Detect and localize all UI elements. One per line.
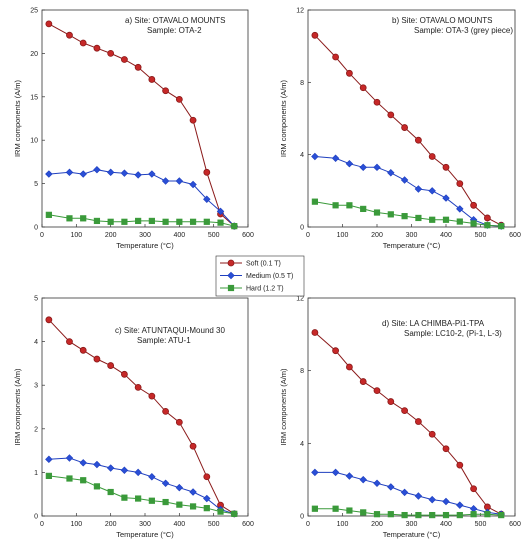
y-tick-label: 5 [34, 181, 38, 189]
data-point [46, 317, 52, 323]
y-axis-label: IRM components (A/m) [279, 368, 288, 446]
y-tick-label: 4 [34, 339, 38, 347]
x-tick-label: 0 [306, 521, 310, 528]
data-point [135, 64, 141, 70]
x-tick-label: 500 [474, 232, 487, 239]
data-point [135, 172, 142, 179]
data-point [415, 186, 422, 193]
data-point [149, 171, 156, 178]
data-point [360, 164, 367, 171]
data-point [347, 508, 353, 514]
y-tick-label: 12 [296, 295, 304, 303]
panel-annotation-site: c) Site: ATUNTAQUI-Mound 30 [115, 326, 225, 335]
y-tick-label: 3 [34, 382, 38, 390]
y-tick-label: 0 [34, 513, 38, 521]
x-tick-label: 400 [173, 521, 186, 528]
data-point [333, 348, 339, 354]
data-point [312, 469, 319, 476]
data-point [457, 219, 463, 225]
data-point [443, 512, 449, 518]
data-point [360, 379, 366, 385]
x-tick-label: 600 [509, 521, 521, 528]
data-point [122, 219, 128, 225]
x-tick-label: 400 [440, 521, 452, 528]
data-point [231, 223, 237, 229]
data-point [177, 502, 183, 508]
data-point [80, 171, 87, 178]
data-point [162, 480, 169, 487]
data-point [204, 219, 210, 225]
x-tick-label: 300 [405, 521, 418, 528]
data-point [135, 496, 141, 502]
series-line [315, 35, 501, 225]
x-tick-label: 500 [474, 521, 487, 528]
data-point [360, 85, 366, 91]
panel-annotation-site: d) Site: LA CHIMBA-Pi1-TPA [382, 319, 485, 328]
data-point [312, 330, 318, 336]
y-tick-label: 0 [300, 513, 304, 521]
data-point [332, 469, 339, 476]
data-point [121, 56, 127, 62]
data-point [312, 506, 318, 512]
data-point [498, 512, 504, 518]
data-point [176, 178, 183, 185]
y-tick-label: 0 [300, 224, 304, 232]
data-point [46, 171, 53, 178]
data-point [80, 40, 86, 46]
data-point [135, 218, 141, 224]
data-point [388, 112, 394, 118]
y-tick-label: 10 [30, 137, 38, 145]
panel-annotation-sample: Sample: OTA-2 [147, 26, 202, 35]
data-point [333, 54, 339, 60]
x-tick-label: 500 [207, 232, 220, 239]
series-2 [312, 469, 505, 517]
plot-frame [42, 10, 248, 227]
data-point [443, 217, 449, 223]
data-point [498, 223, 504, 229]
data-point [360, 476, 367, 483]
data-point [149, 76, 155, 82]
data-point [429, 431, 435, 437]
data-point [388, 511, 394, 517]
data-point [46, 456, 53, 463]
data-point [415, 137, 421, 143]
x-axis-label: Temperature (°C) [382, 241, 441, 250]
data-point [429, 153, 435, 159]
data-point [457, 512, 463, 518]
data-point [402, 512, 408, 518]
data-point [457, 502, 464, 509]
data-point [443, 498, 450, 505]
data-point [107, 169, 114, 176]
data-point [485, 511, 491, 517]
y-tick-label: 20 [30, 50, 38, 58]
y-tick-label: 4 [300, 440, 304, 448]
data-point [374, 210, 380, 216]
data-point [312, 153, 319, 160]
data-point [471, 202, 477, 208]
panel-annotation-sample: Sample: ATU-1 [137, 336, 191, 345]
y-tick-label: 0 [34, 224, 38, 232]
data-point [66, 455, 73, 462]
data-point [163, 408, 169, 414]
data-point [94, 484, 100, 490]
data-point [66, 169, 73, 176]
series-2 [312, 153, 505, 229]
data-point [94, 45, 100, 51]
data-point [190, 504, 196, 510]
x-tick-label: 100 [336, 232, 349, 239]
series-line [49, 24, 234, 226]
data-point [121, 467, 128, 474]
x-tick-label: 600 [509, 232, 521, 239]
data-point [374, 388, 380, 394]
data-point [374, 480, 381, 487]
y-tick-label: 4 [300, 152, 304, 160]
x-tick-label: 400 [440, 232, 452, 239]
data-point [135, 384, 141, 390]
data-point [149, 393, 155, 399]
data-point [94, 461, 101, 468]
data-point [122, 495, 128, 501]
y-tick-label: 1 [34, 469, 38, 477]
legend [216, 256, 304, 296]
data-point [163, 219, 169, 225]
data-point [402, 213, 408, 219]
data-point [176, 484, 183, 491]
x-tick-label: 300 [139, 521, 151, 528]
data-point [429, 188, 436, 195]
x-tick-label: 200 [371, 521, 383, 528]
data-point [163, 499, 169, 505]
data-point [121, 170, 128, 177]
data-point [46, 21, 52, 27]
data-point [80, 347, 86, 353]
panel-annotation-sample: Sample: LC10-2, (Pi-1, L-3) [404, 329, 502, 338]
y-tick-label: 12 [296, 7, 304, 15]
data-point [204, 474, 210, 480]
data-point [346, 70, 352, 76]
y-axis-label: IRM components (A/m) [279, 79, 288, 158]
data-point [107, 465, 114, 472]
data-point [190, 443, 196, 449]
x-tick-label: 200 [104, 521, 117, 528]
series-1 [312, 330, 504, 518]
data-point [108, 219, 114, 225]
data-point [312, 32, 318, 38]
data-point [80, 460, 87, 467]
data-point [108, 50, 114, 56]
data-point [162, 178, 169, 185]
legend-marker [228, 260, 234, 266]
data-point [66, 32, 72, 38]
data-point [231, 511, 237, 517]
data-point [429, 217, 435, 223]
x-tick-label: 100 [70, 521, 83, 528]
data-point [443, 446, 449, 452]
data-point [416, 215, 422, 221]
y-tick-label: 25 [30, 7, 38, 15]
x-axis-label: Temperature (°C) [116, 530, 174, 539]
data-point [94, 218, 100, 224]
data-point [177, 219, 183, 225]
x-tick-label: 500 [207, 521, 220, 528]
data-point [346, 160, 353, 167]
data-point [401, 177, 408, 184]
data-point [471, 486, 477, 492]
x-tick-label: 0 [40, 521, 44, 528]
data-point [402, 125, 408, 131]
series-line [315, 157, 501, 227]
x-tick-label: 100 [70, 232, 83, 239]
y-tick-label: 5 [34, 295, 38, 303]
data-point [94, 356, 100, 362]
data-point [176, 96, 182, 102]
x-tick-label: 100 [336, 521, 349, 528]
data-point [484, 215, 490, 221]
series-line [49, 320, 234, 514]
x-tick-label: 600 [242, 232, 254, 239]
data-point [46, 473, 52, 479]
data-point [312, 199, 318, 205]
x-tick-label: 0 [306, 232, 310, 239]
data-point [402, 408, 408, 414]
data-point [388, 484, 395, 491]
data-point [416, 512, 422, 518]
data-point [388, 212, 394, 218]
data-point [332, 155, 339, 162]
data-point [374, 511, 380, 517]
y-axis-label: IRM components (A/m) [13, 368, 22, 446]
data-point [190, 489, 197, 496]
x-tick-label: 200 [371, 232, 383, 239]
legend-marker [228, 285, 234, 291]
plot-frame [308, 10, 515, 227]
data-point [67, 476, 73, 482]
x-axis-label: Temperature (°C) [116, 241, 174, 250]
data-point [190, 219, 196, 225]
data-point [46, 212, 52, 218]
y-tick-label: 8 [300, 368, 304, 376]
series-1 [46, 317, 237, 517]
data-point [470, 505, 477, 512]
y-tick-label: 15 [30, 94, 38, 102]
y-tick-label: 8 [300, 79, 304, 87]
data-point [360, 206, 366, 212]
data-point [388, 399, 394, 405]
data-point [163, 88, 169, 94]
data-point [457, 181, 463, 187]
data-point [401, 489, 408, 496]
data-point [415, 493, 422, 500]
x-tick-label: 0 [40, 232, 44, 239]
panel-4 [279, 296, 521, 540]
panel-2 [279, 8, 521, 251]
data-point [94, 166, 101, 173]
data-point [429, 512, 435, 518]
data-point [190, 117, 196, 123]
data-point [149, 473, 156, 480]
data-point [135, 469, 142, 476]
data-point [67, 216, 73, 222]
data-point [471, 221, 477, 227]
panel-annotation-sample: Sample: OTA-3 (grey piece) [414, 26, 513, 35]
y-axis-label: IRM components (A/m) [13, 79, 22, 158]
legend-label: Medium (0.5 T) [246, 273, 294, 280]
data-point [149, 498, 155, 504]
data-point [457, 462, 463, 468]
data-point [443, 164, 449, 170]
data-point [415, 419, 421, 425]
data-point [204, 505, 210, 511]
data-point [66, 339, 72, 345]
series-1 [312, 32, 504, 228]
data-point [218, 509, 224, 515]
data-point [347, 203, 353, 209]
panel-annotation-site: a) Site: OTAVALO MOUNTS [125, 16, 226, 25]
y-tick-label: 2 [34, 426, 38, 434]
data-point [80, 216, 86, 222]
legend-label: Hard (1.2 T) [246, 285, 284, 293]
data-point [204, 169, 210, 175]
data-point [429, 496, 436, 503]
data-point [80, 477, 86, 483]
data-point [374, 99, 380, 105]
x-tick-label: 400 [173, 232, 186, 239]
data-point [485, 222, 491, 228]
x-tick-label: 200 [104, 232, 117, 239]
data-point [346, 473, 353, 480]
data-point [333, 506, 339, 512]
panel-annotation-site: b) Site: OTAVALO MOUNTS [392, 16, 493, 25]
data-point [360, 510, 366, 516]
data-point [346, 364, 352, 370]
x-tick-label: 300 [405, 232, 418, 239]
data-point [218, 220, 224, 226]
panel-1 [13, 8, 254, 251]
x-tick-label: 300 [139, 232, 151, 239]
data-point [374, 164, 381, 171]
series-3 [46, 212, 237, 229]
data-point [388, 169, 395, 176]
x-axis-label: Temperature (°C) [382, 530, 441, 539]
panel-3 [13, 296, 254, 540]
data-point [121, 371, 127, 377]
data-point [108, 489, 114, 495]
legend-label: Soft (0.1 T) [246, 260, 281, 268]
x-tick-label: 600 [242, 521, 254, 528]
data-point [108, 363, 114, 369]
data-point [471, 511, 477, 517]
data-point [149, 218, 155, 224]
data-point [176, 419, 182, 425]
data-point [333, 203, 339, 209]
